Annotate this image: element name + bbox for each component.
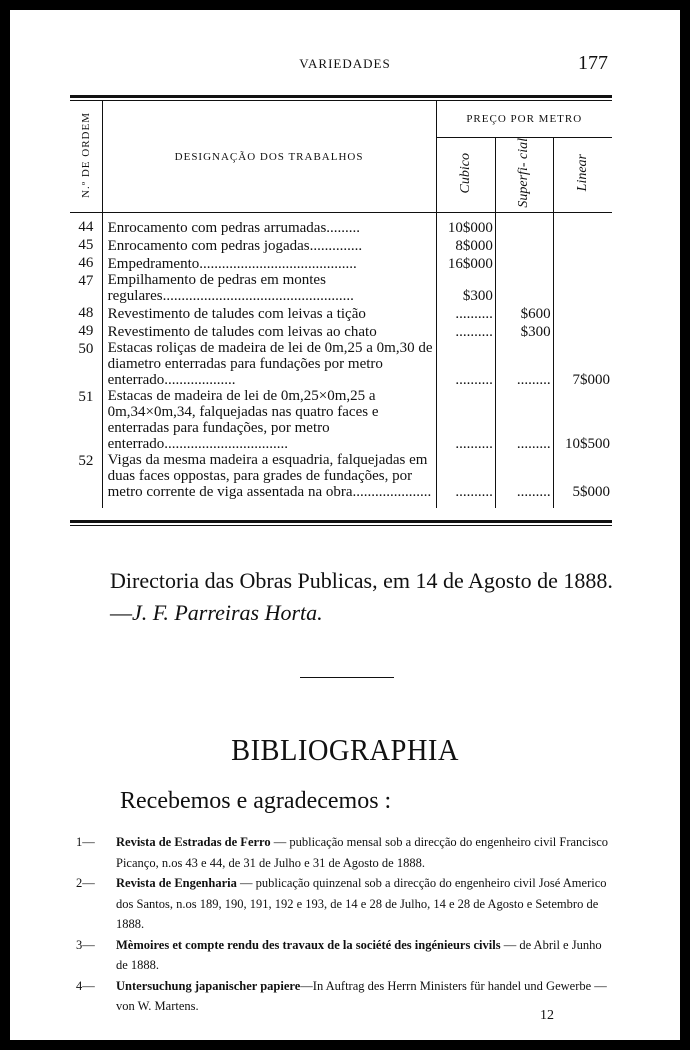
row-cubic-price: 8$000 — [436, 236, 495, 254]
table-row — [70, 340, 612, 388]
entry-title: Untersuchung japanischer papiere — [116, 978, 301, 993]
row-cubic-price: .......... — [436, 304, 495, 322]
row-superficial-price — [495, 236, 553, 254]
row-cubic-price: .......... — [436, 452, 495, 508]
row-description: Enrocamento com pedras jogadas.............. — [102, 236, 436, 254]
row-cubic-price: .......... — [436, 388, 495, 452]
row-cubic-price: $300 — [436, 272, 495, 304]
row-linear-price — [553, 254, 612, 272]
entry-number: 1— — [76, 835, 95, 849]
row-number: 46 — [70, 254, 102, 272]
row-number: 44 — [70, 213, 102, 237]
row-superficial-price: $600 — [495, 304, 553, 322]
row-cubic-price: 16$000 — [436, 254, 495, 272]
table-row — [70, 213, 612, 237]
row-superficial-price — [495, 272, 553, 304]
signature-name: J. F. Parreiras Horta. — [132, 600, 323, 625]
row-description: Estacas de madeira de lei de 0m,25×0m,25 a 0m,34×0m,34, falquejadas nas quatro faces e enterradas para fundações, por metro enterrado................................. — [102, 388, 436, 452]
row-linear-price — [553, 236, 612, 254]
running-title: VARIEDADES — [299, 56, 391, 71]
row-number: 51 — [70, 388, 102, 452]
table-row — [70, 304, 612, 322]
section-separator — [300, 677, 394, 678]
order-column-header: N.º DE ORDEM — [70, 101, 102, 213]
row-cubic-price: 10$000 — [436, 213, 495, 237]
signature-text: Directoria das Obras Publicas, em 14 de Agosto de 1888.— — [110, 568, 613, 625]
table-row — [70, 236, 612, 254]
bibliography-entry — [76, 873, 616, 935]
table-body — [70, 213, 612, 509]
entry-details: — de Abril e Junho de 1888. — [116, 937, 602, 972]
row-superficial-price: ......... — [495, 388, 553, 452]
page-number: 177 — [578, 52, 608, 74]
row-cubic-price: .......... — [436, 340, 495, 388]
row-linear-price: 5$000 — [572, 484, 610, 500]
designation-column-header: DESIGNAÇÃO DOS TRABALHOS — [102, 101, 436, 213]
entry-details: — publicação mensal sob a direcção do engenheiro civil Francisco Picanço, n.os 43 e 44, de 31 de Julho e 31 de Agosto de 1888. — [116, 835, 608, 870]
table-row — [70, 322, 612, 340]
footer-signature-mark: 12 — [540, 1008, 554, 1023]
row-description: Vigas da mesma madeira a esquadria, falquejadas em duas faces oppostas, para grades de fundações, por metro corrente de viga assentada na obra..................... — [102, 452, 436, 508]
row-linear-price — [553, 213, 612, 237]
entry-details: —In Auftrag des Herrn Ministers für handel und Gewerbe — von W. Martens. — [116, 978, 607, 1013]
running-head — [10, 48, 680, 78]
bibliography-entry — [76, 832, 616, 873]
signature-block — [110, 565, 620, 629]
table-row — [70, 254, 612, 272]
row-linear-price: 7$000 — [572, 372, 610, 388]
row-linear-price — [553, 322, 612, 340]
row-number: 52 — [70, 452, 102, 508]
entry-title: Revista de Estradas de Ferro — [116, 835, 271, 849]
row-superficial-price: ......... — [495, 452, 553, 508]
row-number: 45 — [70, 236, 102, 254]
page — [10, 10, 680, 1040]
bibliography-entry — [76, 976, 616, 1017]
row-cubic-price: .......... — [436, 322, 495, 340]
row-linear-price — [553, 304, 612, 322]
row-number: 49 — [70, 322, 102, 340]
entry-details: — publicação quinzenal sob a direcção do engenheiro civil José Americo dos Santos, n.os 189, 190, 191, 192 e 193, de 14 e 28 de Julho, 14 e 28 de Agosto e Setembro de 1888. — [116, 876, 607, 931]
row-superficial-price: ......... — [495, 340, 553, 388]
works-price-table — [70, 101, 612, 508]
row-description: Empedramento.......................................... — [102, 254, 436, 272]
row-linear-price — [553, 272, 612, 304]
section-title: BIBLIOGRAPHIA — [231, 732, 459, 767]
entry-title: Revista de Engenharia — [116, 876, 237, 890]
row-description: Revestimento de taludes com leivas ao chato — [102, 322, 436, 340]
row-number: 47 — [70, 272, 102, 304]
entry-number: 3— — [76, 937, 95, 952]
row-description: Enrocamento com pedras arrumadas......... — [102, 213, 436, 237]
row-linear-price: 10$500 — [565, 436, 610, 452]
superficial-column-header: Superfi- cial — [495, 138, 553, 213]
entry-number: 4— — [76, 978, 95, 993]
row-superficial-price: $300 — [495, 322, 553, 340]
bibliography-list — [76, 832, 616, 1017]
table-bottom-rules — [70, 520, 612, 526]
row-number: 48 — [70, 304, 102, 322]
row-description: Estacas roliças de madeira de lei de 0m,25 a 0m,30 de diametro enterradas para fundações por metro enterrado................... — [102, 340, 436, 388]
price-per-meter-header: PREÇO POR METRO — [436, 101, 612, 138]
table-row — [70, 272, 612, 304]
entry-title: Mèmoires et compte rendu des travaux de la société des ingénieurs civils — [116, 937, 501, 952]
row-superficial-price — [495, 254, 553, 272]
works-table-wrap — [70, 95, 612, 526]
bibliography-entry — [76, 935, 616, 976]
table-top-rule — [70, 95, 612, 98]
row-superficial-price — [495, 213, 553, 237]
cubic-column-header: Cubico — [436, 138, 495, 213]
row-number: 50 — [70, 340, 102, 388]
subheading: Recebemos e agradecemos : — [120, 788, 392, 814]
row-description: Empilhamento de pedras em montes regulares................................................... — [102, 272, 436, 304]
row-description: Revestimento de taludes com leivas a tição — [102, 304, 436, 322]
linear-column-header: Linear — [553, 138, 612, 213]
entry-number: 2— — [76, 876, 95, 890]
table-row — [70, 452, 612, 508]
table-row — [70, 388, 612, 452]
